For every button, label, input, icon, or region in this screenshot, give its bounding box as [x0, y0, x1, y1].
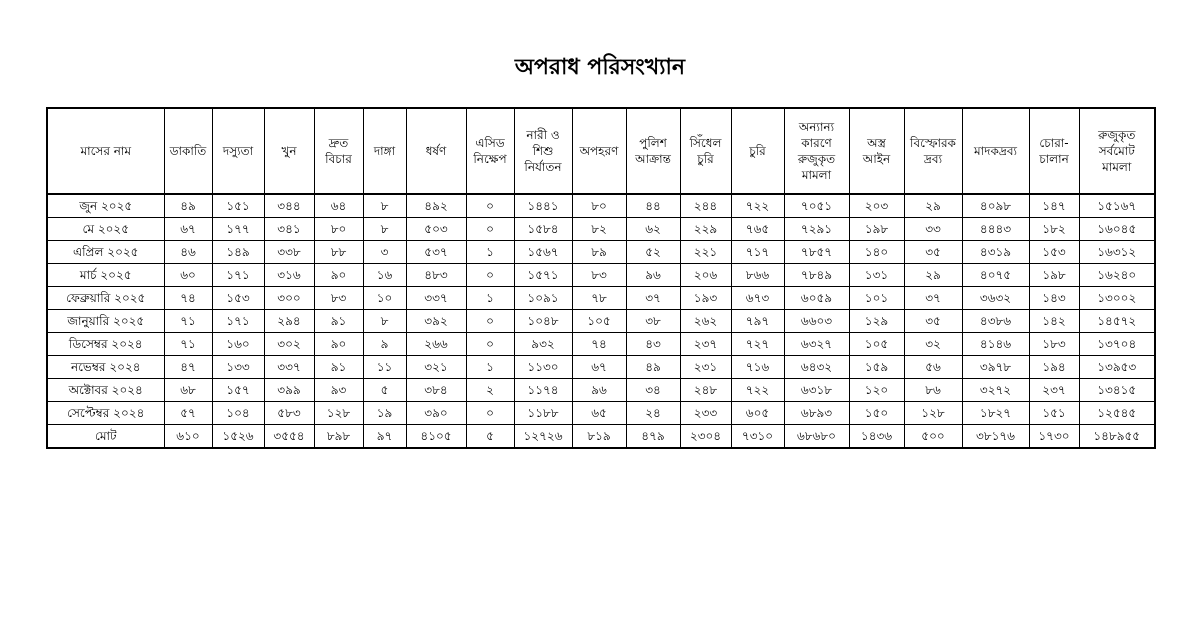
value-cell: ৬২ — [626, 218, 680, 241]
value-cell: ৭২২ — [731, 194, 784, 218]
month-cell: সেপ্টেম্বর ২০২৪ — [47, 402, 164, 425]
value-cell: ৩৬৩২ — [962, 287, 1029, 310]
value-cell: ৩৮৪ — [406, 379, 466, 402]
value-cell: ৬০৫৯ — [784, 287, 849, 310]
value-cell: ২৬২ — [680, 310, 731, 333]
value-cell: ৮২ — [572, 218, 626, 241]
value-cell: ১৪৯ — [212, 241, 264, 264]
value-cell: ৮৮ — [314, 241, 363, 264]
value-cell: ৩০০ — [264, 287, 314, 310]
value-cell: ৩২৭২ — [962, 379, 1029, 402]
value-cell: ৫০৩ — [406, 218, 466, 241]
value-cell: ৩২১ — [406, 356, 466, 379]
value-cell: ০ — [466, 194, 514, 218]
value-cell: ১৮৩ — [1029, 333, 1079, 356]
value-cell: ২২৯ — [680, 218, 731, 241]
value-cell: ১৪০ — [849, 241, 904, 264]
value-cell: ৬১০ — [164, 425, 212, 449]
value-cell: ৩৯২ — [406, 310, 466, 333]
month-cell: মোট — [47, 425, 164, 449]
value-cell: ২৯ — [904, 264, 962, 287]
value-cell: ১৬৩১২ — [1079, 241, 1155, 264]
value-cell: ২২১ — [680, 241, 731, 264]
value-cell: ৪৭৯ — [626, 425, 680, 449]
value-cell: ৩৮ — [626, 310, 680, 333]
value-cell: ১২৮ — [314, 402, 363, 425]
value-cell: ১ — [466, 356, 514, 379]
value-cell: ১৯৪ — [1029, 356, 1079, 379]
value-cell: ৭৪ — [164, 287, 212, 310]
value-cell: ৩৪১ — [264, 218, 314, 241]
value-cell: ৬৪ — [314, 194, 363, 218]
value-cell: ১৫৭১ — [514, 264, 572, 287]
value-cell: ১৯৮ — [1029, 264, 1079, 287]
month-cell: মার্চ ২০২৫ — [47, 264, 164, 287]
column-header: চোরা- চালান — [1029, 108, 1079, 194]
value-cell: ১৬২৪০ — [1079, 264, 1155, 287]
value-cell: ১২৯ — [849, 310, 904, 333]
value-cell: ৭১ — [164, 333, 212, 356]
value-cell: ৯৬ — [572, 379, 626, 402]
value-cell: ২৯৪ — [264, 310, 314, 333]
value-cell: ১৪৭ — [1029, 194, 1079, 218]
column-header: ধর্ষণ — [406, 108, 466, 194]
table-row — [47, 402, 1155, 425]
table-row — [47, 379, 1155, 402]
value-cell: ১৫৬৭ — [514, 241, 572, 264]
value-cell: ৪৯২ — [406, 194, 466, 218]
value-cell: ২৩৭ — [1029, 379, 1079, 402]
value-cell: ৯৬ — [626, 264, 680, 287]
column-header: নারী ও শিশু নির্যাতন — [514, 108, 572, 194]
month-cell: জানুয়ারি ২০২৫ — [47, 310, 164, 333]
header-row — [47, 108, 1155, 194]
value-cell: ৭৮৫৭ — [784, 241, 849, 264]
value-cell: ৪৪ — [626, 194, 680, 218]
value-cell: ১৪৩৬ — [849, 425, 904, 449]
value-cell: ৭০৫১ — [784, 194, 849, 218]
value-cell: ৪৪৪৩ — [962, 218, 1029, 241]
value-cell: ১৫২৬ — [212, 425, 264, 449]
value-cell: ৭১৭ — [731, 241, 784, 264]
value-cell: ৩৯৭৮ — [962, 356, 1029, 379]
table-row — [47, 356, 1155, 379]
column-header: পুলিশ আক্রান্ত — [626, 108, 680, 194]
value-cell: ৬০৫ — [731, 402, 784, 425]
value-cell: ৯১ — [314, 310, 363, 333]
value-cell: ৮ — [363, 218, 406, 241]
value-cell: ৮৯৮ — [314, 425, 363, 449]
value-cell: ৯৭ — [363, 425, 406, 449]
value-cell: ১৭৭ — [212, 218, 264, 241]
value-cell: ৩৩৭ — [406, 287, 466, 310]
value-cell: ১৪৮৯৫৫ — [1079, 425, 1155, 449]
value-cell: ২৩০৪ — [680, 425, 731, 449]
value-cell: ১৫১ — [1029, 402, 1079, 425]
value-cell: ৯৩২ — [514, 333, 572, 356]
value-cell: ৭৯৭ — [731, 310, 784, 333]
value-cell: ১৬ — [363, 264, 406, 287]
month-cell: জুন ২০২৫ — [47, 194, 164, 218]
value-cell: ১৫৩ — [212, 287, 264, 310]
column-header: চুরি — [731, 108, 784, 194]
value-cell: ১০৫ — [572, 310, 626, 333]
value-cell: ৫০০ — [904, 425, 962, 449]
column-header: মাসের নাম — [47, 108, 164, 194]
value-cell: ২০৩ — [849, 194, 904, 218]
value-cell: ১৯ — [363, 402, 406, 425]
value-cell: ৫ — [466, 425, 514, 449]
table-row — [47, 241, 1155, 264]
value-cell: ১০৪৮ — [514, 310, 572, 333]
value-cell: ৮৩ — [572, 264, 626, 287]
value-cell: ৪৬ — [164, 241, 212, 264]
value-cell: ১৩৪১৫ — [1079, 379, 1155, 402]
value-cell: ৮৯ — [572, 241, 626, 264]
value-cell: ২৯ — [904, 194, 962, 218]
value-cell: ৬৭৩ — [731, 287, 784, 310]
value-cell: ১৯৩ — [680, 287, 731, 310]
value-cell: ১২৮ — [904, 402, 962, 425]
value-cell: ৭৮৪৯ — [784, 264, 849, 287]
value-cell: ৮৬ — [904, 379, 962, 402]
value-cell: ৮ — [363, 194, 406, 218]
value-cell: ৮০ — [572, 194, 626, 218]
value-cell: ৬৮ — [164, 379, 212, 402]
value-cell: ১৫৯ — [849, 356, 904, 379]
value-cell: ৩৫৫৪ — [264, 425, 314, 449]
value-cell: ১৫১৬৭ — [1079, 194, 1155, 218]
value-cell: ১৩১ — [849, 264, 904, 287]
table-row — [47, 218, 1155, 241]
value-cell: ১২০ — [849, 379, 904, 402]
value-cell: ৭৬৫ — [731, 218, 784, 241]
table-row — [47, 287, 1155, 310]
value-cell: ১১৭৪ — [514, 379, 572, 402]
month-cell: নভেম্বর ২০২৪ — [47, 356, 164, 379]
value-cell: ৬৫ — [572, 402, 626, 425]
value-cell: ১৯৮ — [849, 218, 904, 241]
value-cell: ৩৯৯ — [264, 379, 314, 402]
total-row — [47, 425, 1155, 449]
value-cell: ৭১৬ — [731, 356, 784, 379]
value-cell: ৫৭ — [164, 402, 212, 425]
value-cell: ১১ — [363, 356, 406, 379]
value-cell: ২৪৪ — [680, 194, 731, 218]
value-cell: ৫৩৭ — [406, 241, 466, 264]
value-cell: ৩৭ — [626, 287, 680, 310]
value-cell: ১ — [466, 287, 514, 310]
table-row — [47, 310, 1155, 333]
value-cell: ৭৪ — [572, 333, 626, 356]
value-cell: ৪৯ — [164, 194, 212, 218]
value-cell: ৭২৭ — [731, 333, 784, 356]
value-cell: ৮০ — [314, 218, 363, 241]
value-cell: ৩৯০ — [406, 402, 466, 425]
value-cell: ১০৯১ — [514, 287, 572, 310]
month-cell: ফেব্রুয়ারি ২০২৫ — [47, 287, 164, 310]
value-cell: ১০৪ — [212, 402, 264, 425]
value-cell: ৫ — [363, 379, 406, 402]
value-cell: ৪০৯৮ — [962, 194, 1029, 218]
value-cell: ৪৩১৯ — [962, 241, 1029, 264]
value-cell: ৩ — [363, 241, 406, 264]
value-cell: ৬৭ — [572, 356, 626, 379]
value-cell: ১৮২৭ — [962, 402, 1029, 425]
value-cell: ১২৭২৬ — [514, 425, 572, 449]
value-cell: ৪৩৮৬ — [962, 310, 1029, 333]
value-cell: ০ — [466, 402, 514, 425]
column-header: ডাকাতি — [164, 108, 212, 194]
value-cell: ১১৮৮ — [514, 402, 572, 425]
value-cell: ৫২ — [626, 241, 680, 264]
value-cell: ১০৫ — [849, 333, 904, 356]
value-cell: ১৩৩ — [212, 356, 264, 379]
value-cell: ৪৯ — [626, 356, 680, 379]
value-cell: ৮৩ — [314, 287, 363, 310]
value-cell: ৫৮৩ — [264, 402, 314, 425]
value-cell: ৯১ — [314, 356, 363, 379]
value-cell: ৩৩৭ — [264, 356, 314, 379]
month-cell: অক্টোবর ২০২৪ — [47, 379, 164, 402]
value-cell: ১৫৭ — [212, 379, 264, 402]
value-cell: ১৭১ — [212, 264, 264, 287]
value-cell: ৭৮ — [572, 287, 626, 310]
value-cell: ৭২৯১ — [784, 218, 849, 241]
value-cell: ১৫০ — [849, 402, 904, 425]
page-title: অপরাধ পরিসংখ্যান — [514, 55, 686, 80]
column-header: অপহরণ — [572, 108, 626, 194]
value-cell: ৩২ — [904, 333, 962, 356]
value-cell: ৩৪৪ — [264, 194, 314, 218]
value-cell: ২৬৬ — [406, 333, 466, 356]
value-cell: ১৭৩০ — [1029, 425, 1079, 449]
table-row — [47, 194, 1155, 218]
value-cell: ১১৩০ — [514, 356, 572, 379]
value-cell: ৬৮৬৮০ — [784, 425, 849, 449]
value-cell: ১০১ — [849, 287, 904, 310]
value-cell: ৭১ — [164, 310, 212, 333]
value-cell: ১৩৯৫৩ — [1079, 356, 1155, 379]
value-cell: ২৩৭ — [680, 333, 731, 356]
value-cell: ৬৮৯৩ — [784, 402, 849, 425]
value-cell: ৬৩২৭ — [784, 333, 849, 356]
column-header: দ্রুত বিচার — [314, 108, 363, 194]
value-cell: ১৮২ — [1029, 218, 1079, 241]
column-header: অন্যান্য কারণে রুজুকৃত মামলা — [784, 108, 849, 194]
value-cell: ৪০৭৫ — [962, 264, 1029, 287]
table-row — [47, 333, 1155, 356]
value-cell: ৫৬ — [904, 356, 962, 379]
value-cell: ৩৫ — [904, 241, 962, 264]
value-cell: ০ — [466, 264, 514, 287]
value-cell: ১৪৫৭২ — [1079, 310, 1155, 333]
value-cell: ৬০ — [164, 264, 212, 287]
value-cell: ৪৮৩ — [406, 264, 466, 287]
crime-statistics-table — [46, 107, 1156, 449]
value-cell: ১ — [466, 241, 514, 264]
column-header: বিস্ফোরক দ্রব্য — [904, 108, 962, 194]
value-cell: ৮১৯ — [572, 425, 626, 449]
value-cell: ০ — [466, 333, 514, 356]
value-cell: ১৩৭০৪ — [1079, 333, 1155, 356]
value-cell: ৩০২ — [264, 333, 314, 356]
value-cell: ৬৬০৩ — [784, 310, 849, 333]
value-cell: ১৪৩ — [1029, 287, 1079, 310]
value-cell: ৬৪৩২ — [784, 356, 849, 379]
value-cell: ২৩১ — [680, 356, 731, 379]
column-header: অস্ত্র আইন — [849, 108, 904, 194]
value-cell: ৪৭ — [164, 356, 212, 379]
month-cell: এপ্রিল ২০২৫ — [47, 241, 164, 264]
value-cell: ২৪ — [626, 402, 680, 425]
value-cell: ০ — [466, 310, 514, 333]
column-header: সিঁধেল চুরি — [680, 108, 731, 194]
value-cell: ১৬০ — [212, 333, 264, 356]
value-cell: ৩৭ — [904, 287, 962, 310]
column-header: এসিড নিক্ষেপ — [466, 108, 514, 194]
value-cell: ১৪৪১ — [514, 194, 572, 218]
value-cell: ৩৩ — [904, 218, 962, 241]
value-cell: ১৬০৪৫ — [1079, 218, 1155, 241]
value-cell: ২৩৩ — [680, 402, 731, 425]
value-cell: ১৭১ — [212, 310, 264, 333]
value-cell: ৯৩ — [314, 379, 363, 402]
value-cell: ৪১০৫ — [406, 425, 466, 449]
value-cell: ৪১৪৬ — [962, 333, 1029, 356]
table-row — [47, 264, 1155, 287]
column-header: দস্যুতা — [212, 108, 264, 194]
value-cell: ১২৫৪৫ — [1079, 402, 1155, 425]
value-cell: ১০ — [363, 287, 406, 310]
value-cell: ৭২২ — [731, 379, 784, 402]
month-cell: মে ২০২৫ — [47, 218, 164, 241]
value-cell: ২ — [466, 379, 514, 402]
value-cell: ৮৬৬ — [731, 264, 784, 287]
value-cell: ৩৮১৭৬ — [962, 425, 1029, 449]
value-cell: ২৪৮ — [680, 379, 731, 402]
value-cell: ১৪২ — [1029, 310, 1079, 333]
value-cell: ৬৩১৮ — [784, 379, 849, 402]
column-header: মাদকদ্রব্য — [962, 108, 1029, 194]
value-cell: ৯ — [363, 333, 406, 356]
value-cell: ৩১৬ — [264, 264, 314, 287]
value-cell: ৩৫ — [904, 310, 962, 333]
value-cell: ০ — [466, 218, 514, 241]
value-cell: ২০৬ — [680, 264, 731, 287]
column-header: রুজুকৃত সর্বমোট মামলা — [1079, 108, 1155, 194]
month-cell: ডিসেম্বর ২০২৪ — [47, 333, 164, 356]
value-cell: ৬৭ — [164, 218, 212, 241]
value-cell: ১৩০০২ — [1079, 287, 1155, 310]
value-cell: ৪৩ — [626, 333, 680, 356]
value-cell: ৩৪ — [626, 379, 680, 402]
value-cell: ১৫৩ — [1029, 241, 1079, 264]
value-cell: ৯০ — [314, 264, 363, 287]
value-cell: ৯০ — [314, 333, 363, 356]
value-cell: ৭৩১০ — [731, 425, 784, 449]
value-cell: ৩৩৮ — [264, 241, 314, 264]
value-cell: ৮ — [363, 310, 406, 333]
value-cell: ১৫১ — [212, 194, 264, 218]
column-header: দাঙ্গা — [363, 108, 406, 194]
column-header: খুন — [264, 108, 314, 194]
value-cell: ১৫৮৪ — [514, 218, 572, 241]
